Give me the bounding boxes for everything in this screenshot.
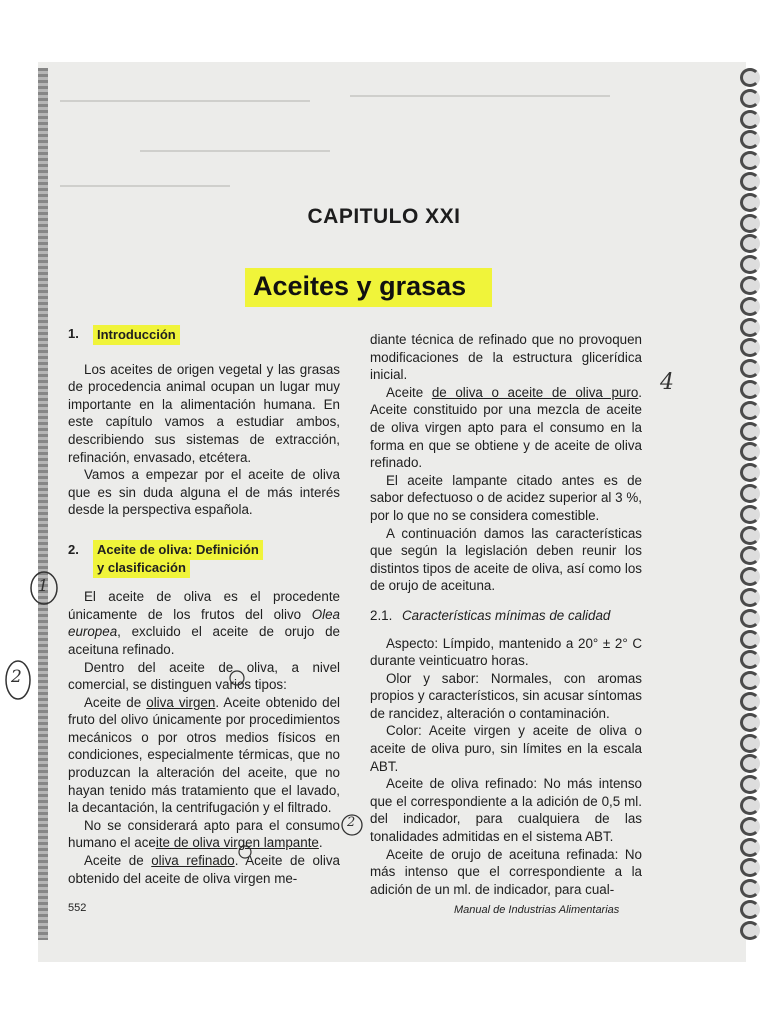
page-number: 552: [68, 902, 87, 914]
underlined-term: oliva refinado: [151, 853, 235, 869]
paragraph: Aceite de orujo de aceituna refinada: No más intenso que el correspondiente a la adición de un ml. de indicador, para cual-: [370, 846, 642, 897]
paragraph: Olor y sabor: Normales, con aromas propios y característicos, sin acusar síntomas de rancidez, alteración o contaminación.: [370, 670, 642, 721]
paragraph: Vamos a empezar por el aceite de oliva que es sin duda alguna el de más interés desde la perspectiva española.: [68, 467, 340, 518]
paragraph: Los aceites de origen vegetal y las grasas de procedencia animal ocupan un lugar muy importante en la alimentación humana. En este capítulo vamos a estudiar ambos, describiendo sus sistemas de extracción, refinación, envasado, etcétera.: [68, 361, 340, 465]
text-span: . Aceite constituido por una mezcla de aceite de oliva virgen apto para el consumo en la forma en que se obtiene y de aceite de oliva refinado.: [370, 384, 643, 471]
paragraph: Color: Aceite virgen y aceite de oliva o aceite de oliva puro, sin límites en la escala ABT.: [370, 723, 642, 774]
text-span: No se considerará apto para el consumo humano el ace: [68, 817, 340, 851]
underlined-term: ite de oliva virgen lampante: [155, 835, 319, 851]
subsection-number: 2.1.: [370, 607, 393, 623]
paragraph: Aceite de oliva refinado: No más intenso que el correspondiente a la adición de 0,5 ml. del indicador, para cualquiera de las tonalidades admitidas en el sistema ABT.: [370, 776, 642, 845]
section-title: Introducción: [93, 325, 180, 345]
section-title-line: Aceite de oliva: Definición: [93, 540, 263, 560]
handwritten-margin-note: 4: [660, 370, 674, 395]
text-span: Aceite: [386, 384, 432, 400]
paragraph: El aceite lampante citado antes es de sabor defectuoso o de acidez superior al 3 %, por lo que no se considera comestible.: [370, 472, 642, 523]
text-span: .: [318, 835, 323, 851]
subsection-title: Características mínimas de calidad: [402, 607, 611, 623]
text-span: Aceite de: [84, 694, 147, 710]
page-title: Aceites y grasas: [245, 268, 492, 307]
section-title-line: y clasificación: [93, 558, 190, 578]
handwritten-number: 2: [347, 815, 356, 830]
section-number: 1.: [68, 326, 79, 341]
inline-circle-1: [230, 671, 244, 685]
paragraph: Dentro del aceite de oliva, a nivel comercial, se distinguen varios tipos:: [68, 659, 340, 693]
text-span: El aceite de oliva es el procedente únicamente de los frutos del olivo: [68, 589, 340, 622]
text-span: Aceite de: [84, 853, 152, 869]
underlined-term: oliva virgen: [146, 694, 216, 710]
paragraph: A continuación damos las características que según la legislación deben reunir los distintos tipos de aceite de oliva, así como los de orujo de aceituna.: [370, 525, 642, 594]
handwritten-number: 2: [11, 667, 22, 687]
handwritten-number: 1: [38, 576, 49, 595]
underlined-term: de oliva o aceite de oliva puro: [431, 384, 639, 400]
inline-circle-3: [239, 846, 251, 858]
paragraph: Aspecto: Límpido, mantenido a 20° ± 2° C durante veinticuatro horas.: [370, 635, 642, 669]
text-span: , excluido el aceite de orujo de aceituna refinado.: [68, 624, 340, 657]
chapter-heading: CAPITULO XXI: [307, 205, 461, 228]
text-span: . Aceite obtenido del fruto del olivo únicamente por procedimientos mecánicos o por otros medios físicos en condiciones, especialmente térmicas, que no produzcan la alteración del aceite, que no hayan tenido más tratamiento que el lavado, la decantación, la centrifugación y el filtrado.: [68, 694, 340, 816]
paragraph: diante técnica de refinado que no provoquen modificaciones de la estructura glicerídica inicial.: [370, 332, 642, 383]
section-number: 2.: [68, 541, 79, 557]
running-footer: Manual de Industrias Alimentarias: [454, 904, 620, 916]
species-name: Olea europea: [68, 606, 340, 640]
text-span: . Aceite de oliva obtenido del aceite de oliva virgen me-: [68, 853, 340, 886]
